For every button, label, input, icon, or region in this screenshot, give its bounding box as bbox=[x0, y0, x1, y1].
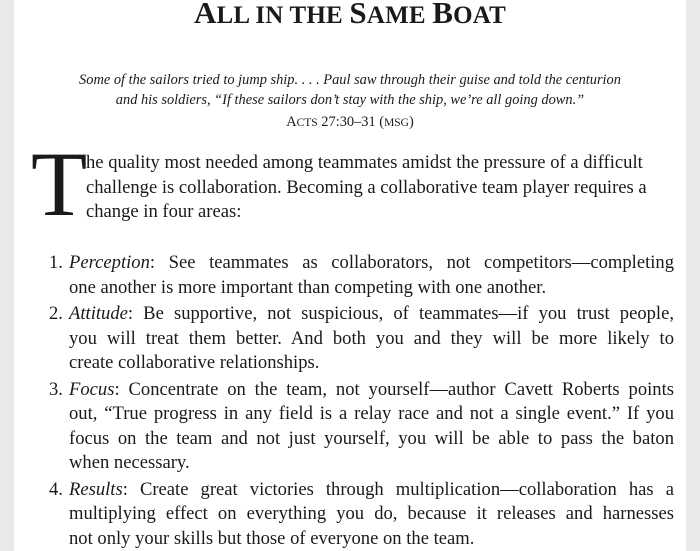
epigraph-line: and his soldiers, “If these sailors don’t stay with the ship, we’re all going down.” bbox=[115, 92, 585, 108]
epigraph-reference bbox=[14, 112, 686, 133]
epigraph-quote bbox=[44, 70, 656, 110]
intro-line: change in four areas: bbox=[86, 201, 242, 222]
title-part: OAT bbox=[453, 2, 507, 29]
list-line bbox=[69, 478, 674, 503]
list-line bbox=[69, 251, 674, 276]
list-item bbox=[49, 478, 674, 551]
list-item bbox=[49, 302, 674, 376]
list-item bbox=[49, 378, 674, 476]
ref-part: 27:30–31 ( bbox=[317, 114, 385, 130]
list-line: not only your skills but those of everyone on the team. bbox=[69, 527, 475, 549]
list-text: : Create great victories through multiplication—collaboration has a bbox=[122, 478, 674, 500]
list-term: Perception bbox=[69, 252, 150, 273]
list-text: : Concentrate on the team, not yourself—author Cavett Roberts points bbox=[114, 378, 674, 400]
list-line bbox=[69, 378, 674, 403]
list-line: create collaborative relationships. bbox=[69, 352, 320, 373]
epigraph-line: Some of the sailors tried to jump ship. . . . Paul saw through their guise and told the centurion bbox=[79, 72, 621, 88]
list-number: 3. bbox=[49, 378, 63, 400]
title-part: S bbox=[349, 0, 367, 30]
numbered-list bbox=[49, 251, 674, 551]
ref-part: A bbox=[286, 114, 297, 130]
intro-line: he quality most needed among teammates amidst the pressure of a difficult bbox=[86, 152, 643, 173]
list-line: you will treat them better. And both you and they will be more likely to bbox=[69, 327, 674, 349]
list-line: one another is more important than competing with one another. bbox=[69, 276, 547, 298]
list-line bbox=[69, 302, 674, 327]
list-number: 1. bbox=[49, 252, 63, 273]
title-part: AME bbox=[366, 2, 433, 29]
list-text: : Be supportive, not suspicious, of teammates—if you trust people, bbox=[127, 303, 674, 324]
list-item bbox=[49, 251, 674, 300]
list-term: Results bbox=[69, 478, 123, 500]
list-term: Attitude bbox=[69, 303, 128, 324]
book-page bbox=[14, 0, 686, 551]
list-line: focus on the team and not just yourself, you will be able to pass the baton bbox=[69, 427, 674, 449]
ref-part: CTS bbox=[296, 117, 318, 129]
title-part: A bbox=[193, 0, 217, 30]
ref-part: ) bbox=[409, 114, 414, 130]
title-part: LL IN THE bbox=[216, 2, 350, 29]
ref-part: MSG bbox=[384, 117, 409, 129]
drop-cap: T bbox=[31, 133, 88, 235]
list-line: when necessary. bbox=[69, 452, 190, 473]
page-title bbox=[14, 0, 686, 38]
list-line: out, “True progress in any field is a relay race and not a single event.” If you bbox=[69, 403, 674, 424]
list-number: 2. bbox=[49, 303, 63, 324]
intro-line: challenge is collaboration. Becoming a collaborative team player requires a bbox=[86, 176, 647, 198]
list-line: multiplying effect on everything you do, because it releases and harnesses bbox=[69, 503, 674, 524]
list-number: 4. bbox=[49, 478, 63, 500]
title-part: B bbox=[432, 0, 454, 30]
list-term: Focus bbox=[69, 378, 115, 400]
list-text: : See teammates as collaborators, not competitors—completing bbox=[149, 252, 674, 273]
intro-paragraph bbox=[86, 151, 674, 225]
